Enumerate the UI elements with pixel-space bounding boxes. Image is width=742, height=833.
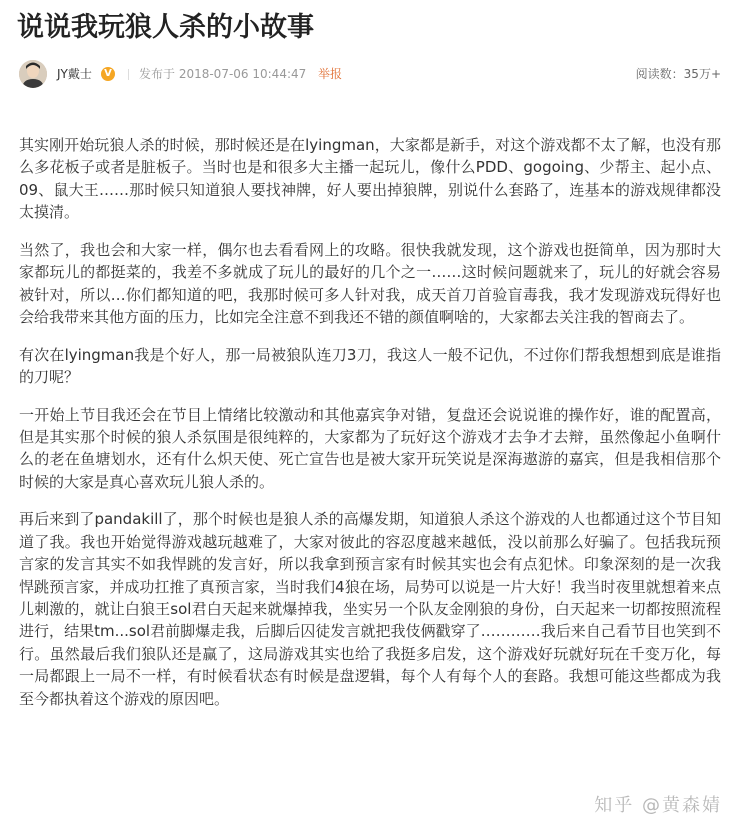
paragraph-5: 再后来到了pandakill了，那个时候也是狼人杀的高爆发期，知道狼人杀这个游戏的人也都通过这个节目知道了我。我也开始觉得游戏越玩越难了，大家对彼此的容忍度越来越低，没以前那么好骗了。包括我玩预言家的发言其实不如我悍跳的发言好，所以我拿到预言家有时候其实也会有点犯怵。印象深刻的是一次我悍跳预言家，并成功扛推了真预言家，当时我们4狼在场，局势可以说是一片大好！我当时夜里就想着来点儿刺激的，就让白狼王sol君白天起来就爆掉我，坐实另一个队友金刚狼的身份，白天起来一切都按照流程进行，结果tm...sol君前脚爆走我，后脚后囚徒发言就把我伎俩戳穿了…………我后来自己看节目也笑到不行。虽然最后我们狼队还是赢了，这局游戏其实也给了我挺多启发，这个游戏好玩就好玩在千变万化，每一局都跟上一局不一样，有时候看状态有时候是盘逻辑，每个人有每个人的套路。我想可能这些都成为我至今都执着这个游戏的原因吧。 [19, 510, 721, 708]
author-name[interactable]: JY戴士 [57, 67, 92, 81]
paragraph-3: 有次在lyingman我是个好人，那一局被狼队连刀3刀，我这人一般不记仇，不过你们帮我想想到底是谁指的刀呢？ [19, 345, 721, 387]
author-avatar[interactable] [19, 60, 47, 88]
publish-time: 发布于 2018-07-06 10:44:47 [139, 67, 307, 81]
paragraph-4: 一开始上节目我还会在节目上情绪比较激动和其他嘉宾争对错，复盘还会说说谁的操作好，谁的配置高，但是其实那个时候的狼人杀氛围是很纯粹的，大家都为了玩好这个游戏才去争才去辩，虽然像起小鱼啊什么的老在鱼塘划水，还有什么炽天使、死亡宣告也是被大家开玩笑说是深海遨游的嘉宾，但是我相信那个时候的大家是真心喜欢玩儿狼人杀的。 [19, 405, 721, 491]
verified-badge-icon: V [101, 67, 115, 81]
paragraph-2: 当然了，我也会和大家一样，偶尔也去看看网上的攻略。很快我就发现，这个游戏也挺简单，因为那时大家都玩儿的都挺菜的，我差不多就成了玩儿的最好的几个之一……这时候问题就来了，玩儿的好就会容易被针对，所以…你们都知道的吧，我那时候可多人针对我，成天首刀首验盲毒我，我才发现游戏玩得好也会给我带来其他方面的压力，比如完全注意不到我还不错的颜值啊啥的，大家都去关注我的智商去了。 [19, 240, 721, 327]
zhihu-watermark: 知乎 @黄森婧 [594, 795, 722, 816]
article-title: 说说我玩狼人杀的小故事 [17, 12, 314, 43]
paragraph-1: 其实刚开始玩狼人杀的时候，那时候还是在lyingman，大家都是新手，对这个游戏都不太了解，也没有那么多花板子或者是脏板子。当时也是和很多大主播一起玩儿，像什么PDD、gogoing、少帮主、起小点、09、鼠大王……那时候只知道狼人要找神牌，好人要出掉狼牌，别说什么套路了，连基本的游戏规律都没太摸清。 [19, 136, 721, 222]
article-body [19, 134, 721, 725]
avatar-portrait-icon [19, 60, 47, 88]
meta-divider [128, 69, 129, 80]
read-count: 阅读数：35万+ [635, 67, 721, 81]
report-link[interactable]: 举报 [318, 67, 343, 81]
